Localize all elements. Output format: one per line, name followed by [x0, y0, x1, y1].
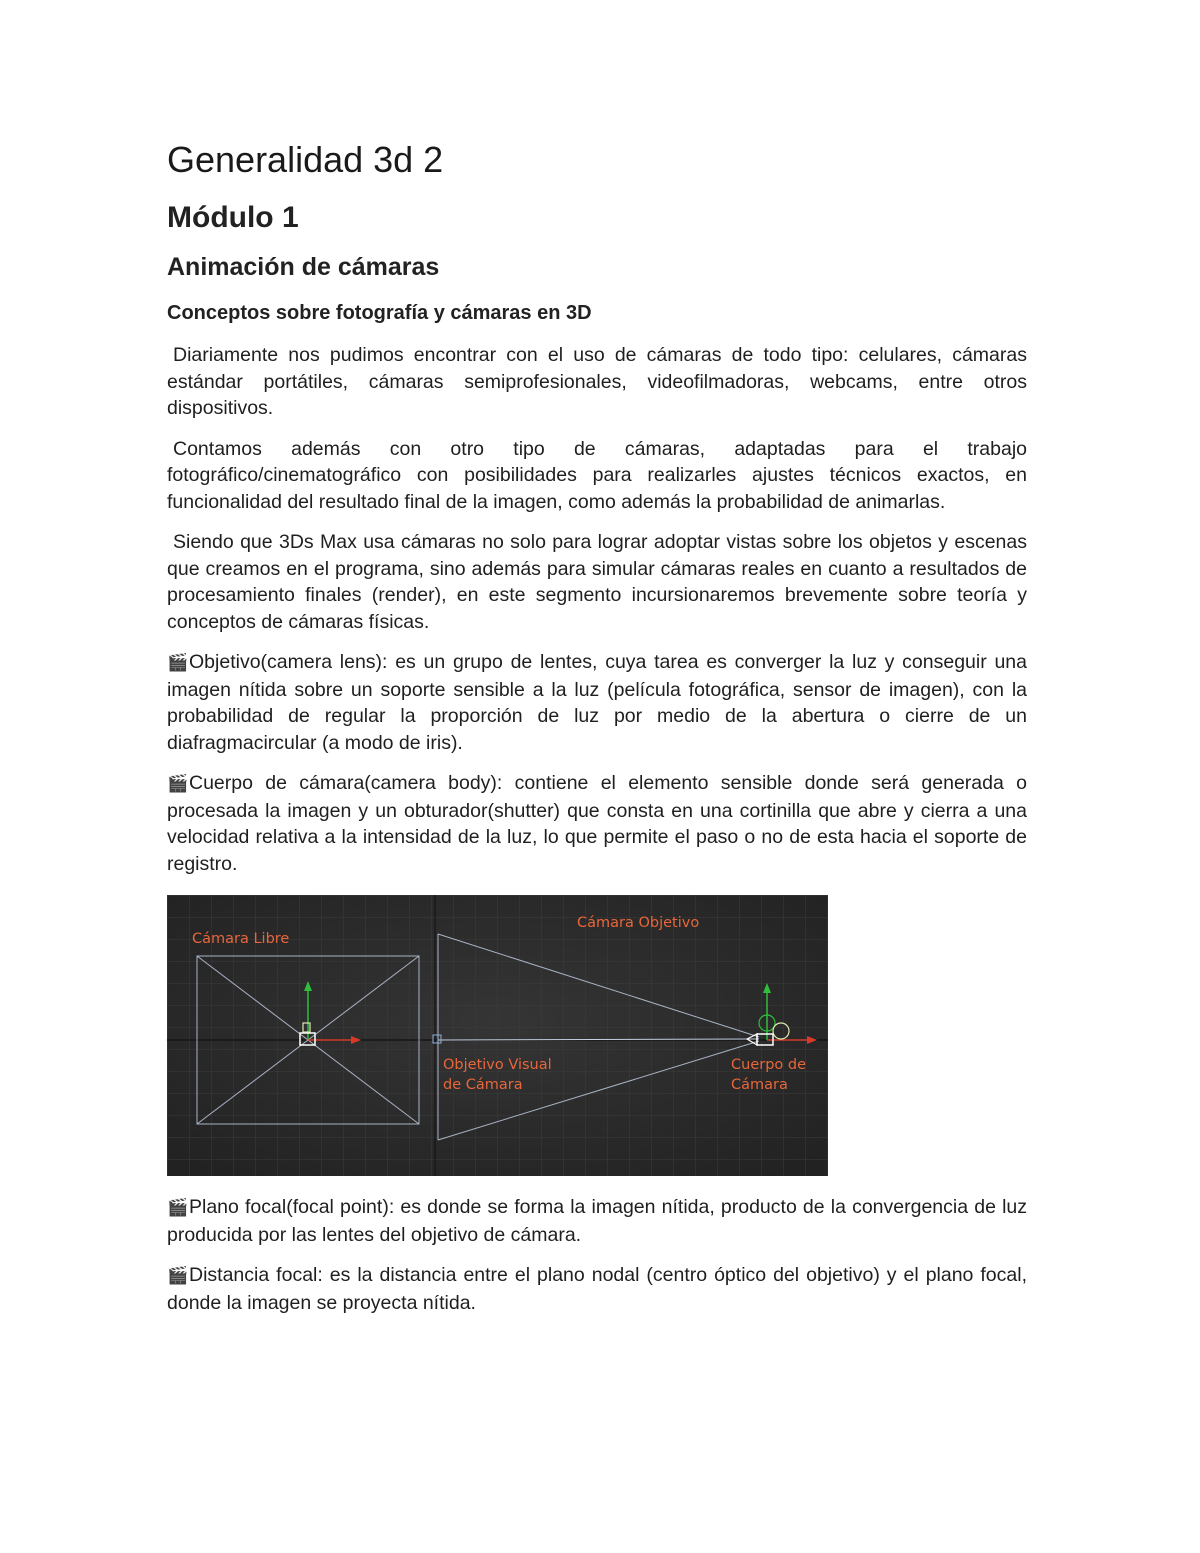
document-content	[167, 138, 1027, 1316]
paragraph-text: Diariamente nos pudimos encontrar con el uso de cámaras de todo tipo: celulares, cámaras estándar portátiles, cámaras semiprofesionales, videofilmadoras, webcams, entre otros dispositivos.	[167, 344, 1027, 419]
subsection-heading: Conceptos sobre fotografía y cámaras en 3D	[167, 302, 592, 324]
bullet-item	[167, 770, 1027, 877]
bullet-item	[167, 649, 1027, 756]
paragraph-text: Siendo que 3Ds Max usa cámaras no solo para lograr adoptar vistas sobre los objetos y escenas que creamos en el programa, sino además para simular cámaras reales en cuanto a resultados de procesamiento finales (render), en este segmento incursionaremos brevemente sobre teoría y conceptos de cámaras físicas.	[167, 531, 1027, 633]
bullet-item	[167, 1262, 1027, 1316]
target-camera-label: Cámara Objetivo	[577, 915, 700, 931]
module-heading: Módulo 1	[167, 201, 299, 234]
bullet-text: Distancia focal: es la distancia entre el plano nodal (centro óptico del objetivo) y el plano focal, donde la imagen se proyecta nítida.	[167, 1264, 1027, 1314]
document-title: Generalidad 3d 2	[167, 139, 444, 180]
bullet-text: Plano focal(focal point): es donde se forma la imagen nítida, producto de la convergencia de luz producida por las lentes del objetivo de cámara.	[167, 1196, 1027, 1246]
camera-icon: 🎬	[167, 653, 189, 672]
bullet-item	[167, 1194, 1027, 1248]
section-heading: Animación de cámaras	[167, 253, 440, 281]
camera-icon: 🎬	[167, 1266, 189, 1285]
bullet-text: Cuerpo de cámara(camera body): contiene el elemento sensible donde será generada o procesada la imagen y un obturador(shutter) que consta en una cortinilla que abre y cierra a una velocidad relativa a la intensidad de la luz, lo que permite el paso o no de esta hacia el soporte de registro.	[167, 772, 1027, 875]
camera-icon: 🎬	[167, 1198, 189, 1217]
paragraph	[167, 436, 1027, 516]
camera-icon: 🎬	[167, 774, 189, 793]
paragraph-text: Contamos además con otro tipo de cámaras, adaptadas para el trabajo fotográfico/cinematográfico con posibilidades para realizarles ajustes técnicos exactos, en funcionalidad del resultado final de la imagen, como además la probabilidad de animarlas.	[167, 437, 1027, 513]
paragraph	[167, 342, 1027, 422]
camera-types-figure	[167, 895, 828, 1176]
free-camera-label: Cámara Libre	[192, 931, 290, 947]
camera-body-label: Cuerpo de Cámara	[731, 1057, 807, 1093]
paragraph	[167, 529, 1027, 635]
bullet-text: Objetivo(camera lens): es un grupo de lentes, cuya tarea es converger la luz y conseguir una imagen nítida sobre un soporte sensible a la luz (película fotográfica, sensor de imagen), con la probabilidad de regular la proporción de luz por medio de la abertura o cierre de un diafragmacircular (a modo de iris).	[167, 651, 1027, 754]
visual-target-label: Objetivo Visual de Cámara	[443, 1057, 552, 1093]
